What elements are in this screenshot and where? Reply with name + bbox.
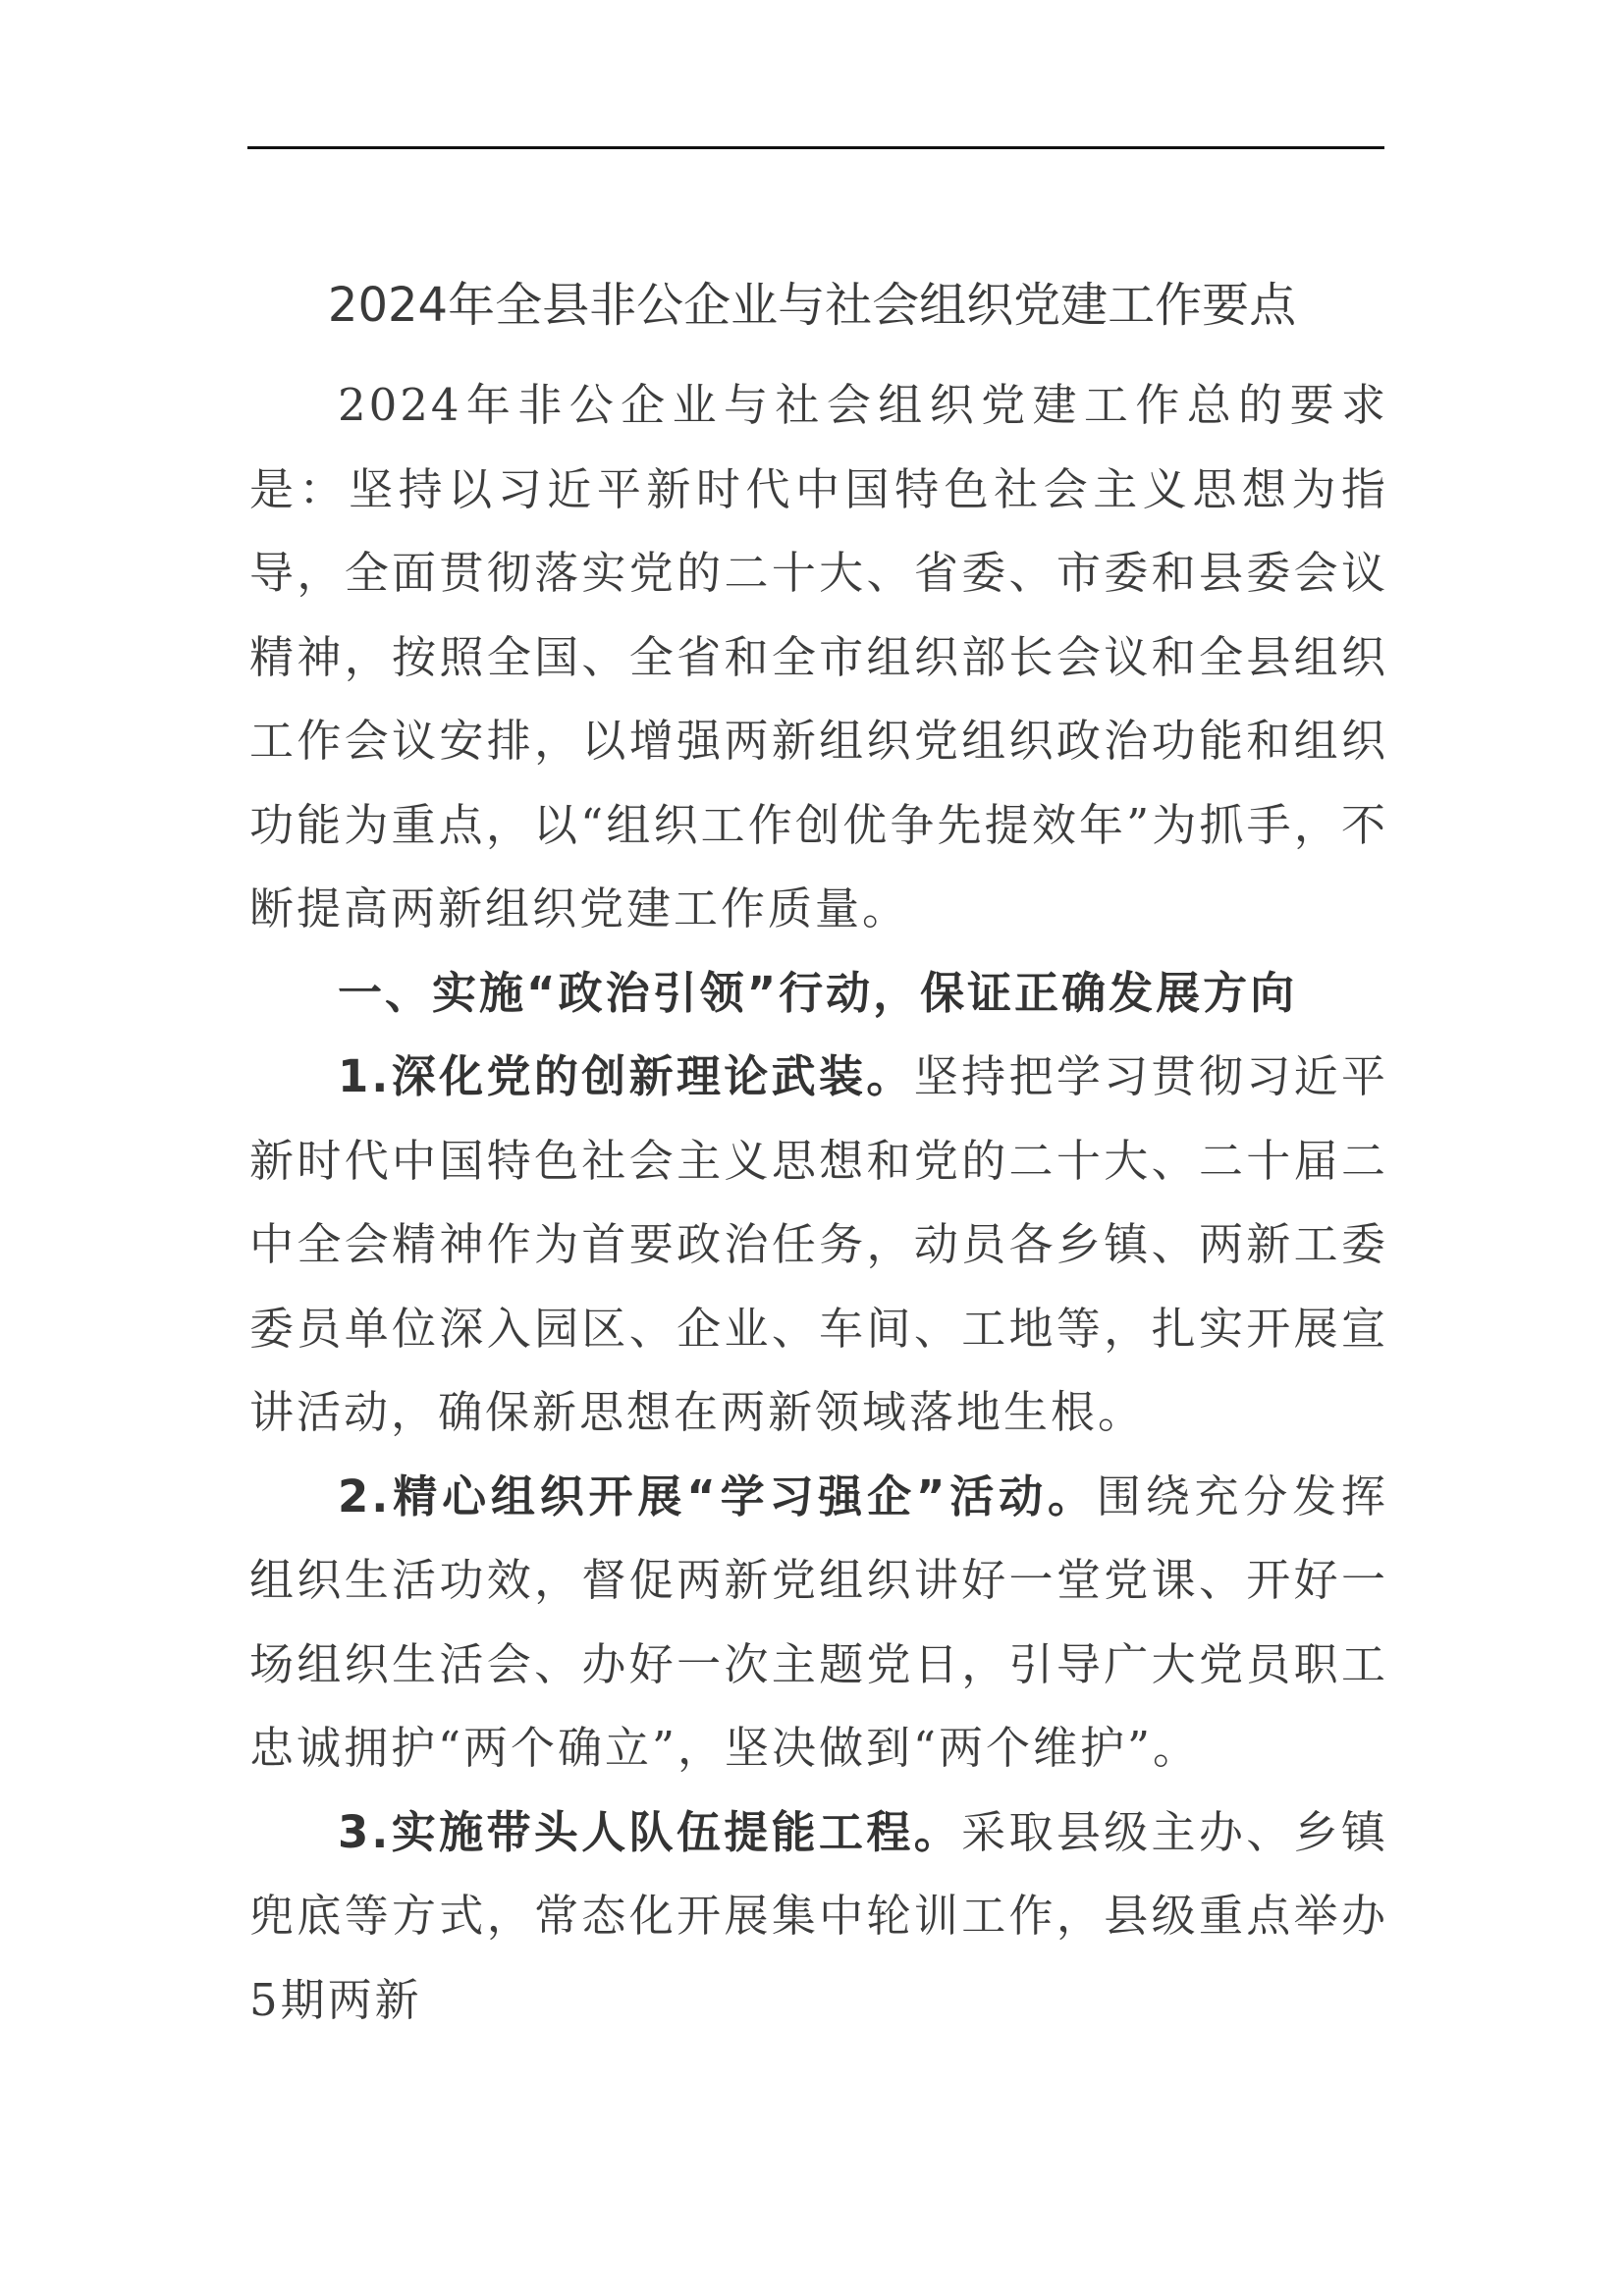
- document-body: [249, 363, 1388, 2042]
- item-text: 采取县级主办、乡镇兜底等方式，常态化开展集中轮训工作，县级重点举办5期两新: [249, 1805, 1388, 2026]
- item-lead: 3.实施带头人队伍提能工程。: [338, 1805, 962, 1858]
- item-paragraph-1: [249, 1035, 1388, 1455]
- item-paragraph-3: [249, 1790, 1388, 2043]
- item-text: 坚持把学习贯彻习近平新时代中国特色社会主义思想和党的二十大、二十届二中全会精神作为首要政治任务，动员各乡镇、两新工委委员单位深入园区、企业、车间、工地等，扎实开展宣讲活动，确保新思想在两新领域落地生根。: [249, 1050, 1388, 1438]
- document-title: 2024年全县非公企业与社会组织党建工作要点: [327, 278, 1297, 333]
- header-rule: [247, 146, 1384, 149]
- item-lead: 1.深化党的创新理论武装。: [338, 1050, 914, 1102]
- item-paragraph-2: [249, 1455, 1388, 1790]
- intro-paragraph: 2024年非公企业与社会组织党建工作总的要求是：坚持以习近平新时代中国特色社会主义思想为指导，全面贯彻落实党的二十大、省委、市委和县委会议精神，按照全国、全省和全市组织部长会议和全县组织工作会议安排，以增强两新组织党组织政治功能和组织功能为重点，以“组织工作创优争先提效年”为抓手，不断提高两新组织党建工作质量。: [249, 379, 1388, 934]
- item-text: 围绕充分发挥组织生活功效，督促两新党组织讲好一堂党课、开好一场组织生活会、办好一次主题党日，引导广大党员职工忠诚拥护“两个确立”，坚决做到“两个维护”。: [249, 1469, 1388, 1774]
- item-lead: 2.精心组织开展“学习强企”活动。: [338, 1469, 1097, 1522]
- section-heading: 一、实施“政治引领”行动，保证正确发展方向: [338, 966, 1298, 1019]
